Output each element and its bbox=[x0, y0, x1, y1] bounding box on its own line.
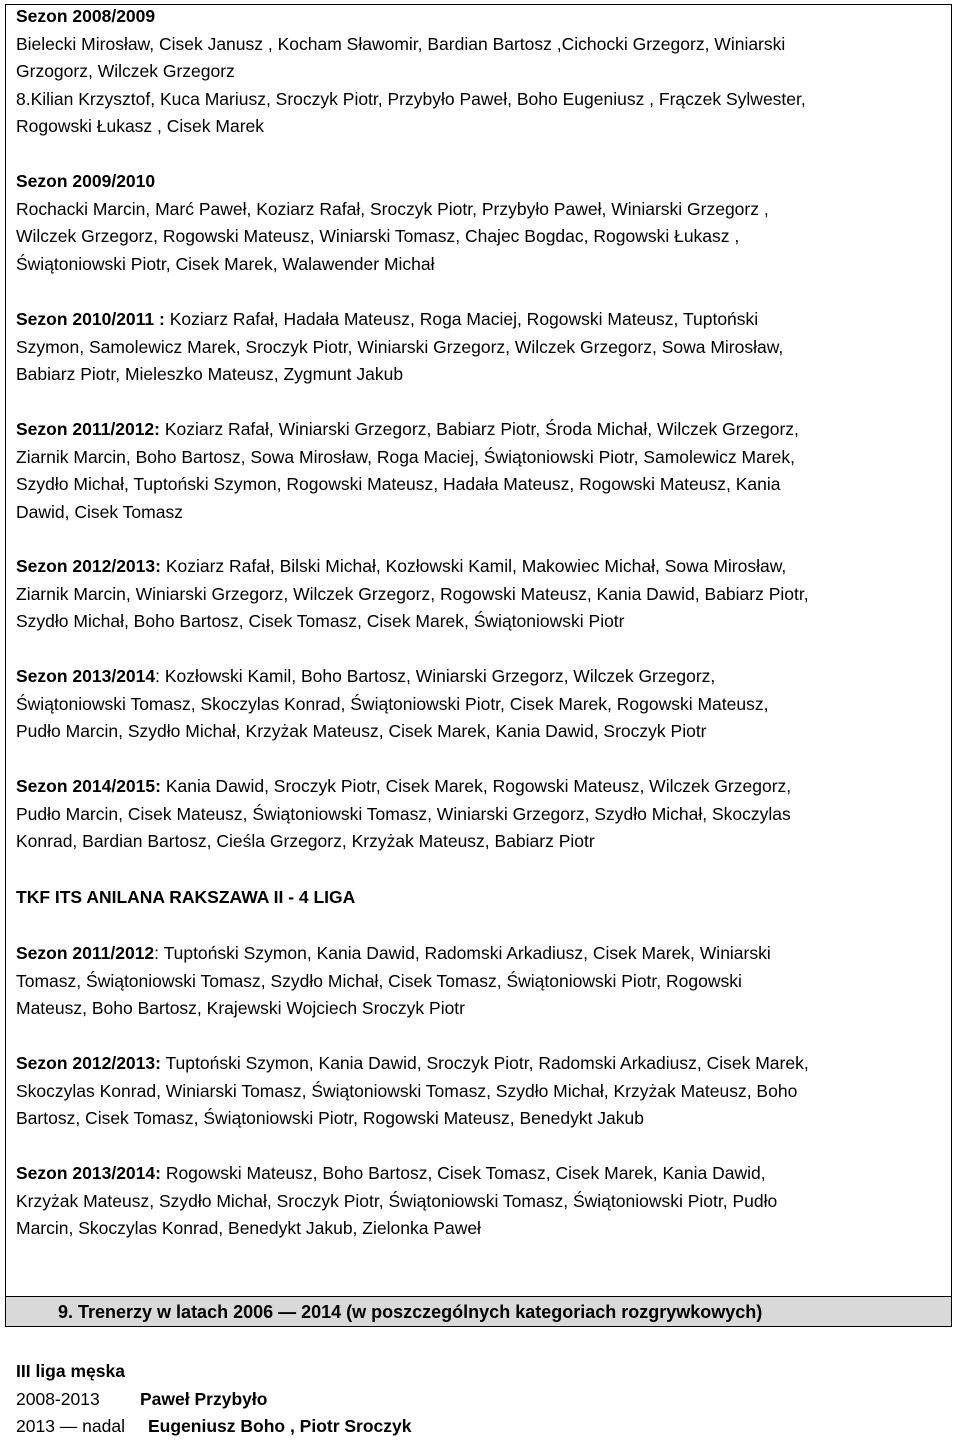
coach-names: Paweł Przybyło bbox=[140, 1389, 268, 1409]
season-heading: Sezon 2009/2010 bbox=[16, 171, 156, 191]
text-line bbox=[16, 773, 936, 801]
coach-names: Eugeniusz Boho , Piotr Sroczyk bbox=[148, 1416, 412, 1436]
coach-years: 2008-2013 bbox=[16, 1389, 100, 1409]
season-heading: Sezon 2011/2012: bbox=[16, 419, 160, 439]
player-names: Kania Dawid, Sroczyk Piotr, Cisek Marek, Rogowski Mateusz, Wilczek Grzegorz, bbox=[160, 776, 792, 796]
player-names: Szydło Michał, Tuptoński Szymon, Rogowski Mateusz, Hadała Mateusz, Rogowski Mateusz, Kania bbox=[16, 474, 781, 494]
section-heading-bar bbox=[5, 1297, 952, 1327]
text-line bbox=[16, 361, 936, 389]
player-names: Pudło Marcin, Szydło Michał, Krzyżak Mateusz, Cisek Marek, Kania Dawid, Sroczyk Piotr bbox=[16, 721, 707, 741]
text-line bbox=[16, 416, 936, 444]
text-line bbox=[16, 1160, 936, 1188]
player-names: 8.Kilian Krzysztof, Kuca Mariusz, Sroczyk Piotr, Przybyło Paweł, Boho Eugeniusz , Frączek Sylwester, bbox=[16, 88, 806, 109]
season-block bbox=[16, 3, 936, 141]
player-names: Marcin, Skoczylas Konrad, Benedykt Jakub, Zielonka Paweł bbox=[16, 1218, 481, 1238]
text-line bbox=[16, 196, 936, 224]
text-line bbox=[16, 306, 936, 334]
text-line bbox=[16, 801, 936, 829]
league-title: III liga męska bbox=[16, 1361, 125, 1381]
season-block bbox=[16, 1050, 936, 1133]
player-names: Bartosz, Cisek Tomasz, Świątoniowski Piotr, Rogowski Mateusz, Benedykt Jakub bbox=[16, 1108, 644, 1128]
season-heading: Sezon 2014/2015: bbox=[16, 776, 161, 796]
player-names: : Kozłowski Kamil, Boho Bartosz, Winiarski Grzegorz, Wilczek Grzegorz, bbox=[155, 666, 716, 686]
coach-years: 2013 — nadal bbox=[16, 1416, 125, 1436]
player-names: Świątoniowski Tomasz, Skoczylas Konrad, Świątoniowski Piotr, Cisek Marek, Rogowski Mateusz, bbox=[16, 693, 769, 714]
player-names: Rochacki Marcin, Marć Paweł, Koziarz Rafał, Sroczyk Piotr, Przybyło Paweł, Winiarski Grzegorz , bbox=[16, 198, 769, 219]
text-line bbox=[16, 884, 936, 912]
text-line bbox=[16, 691, 936, 719]
player-names: Ziarnik Marcin, Boho Bartosz, Sowa Mirosław, Roga Maciej, Świątoniowski Piotr, Samolewicz Marek, bbox=[16, 446, 796, 467]
text-line bbox=[16, 223, 936, 251]
section-heading: 9. Trenerzy w latach 2006 — 2014 (w poszczególnych kategoriach rozgrywkowych) bbox=[58, 1302, 763, 1322]
coach-row bbox=[16, 1413, 412, 1441]
player-names: Babiarz Piotr, Mieleszko Mateusz, Zygmunt Jakub bbox=[16, 364, 404, 384]
text-line bbox=[16, 3, 936, 31]
player-names: Tomasz, Świątoniowski Tomasz, Szydło Michał, Cisek Tomasz, Świątoniowski Piotr, Rogowski bbox=[16, 970, 742, 991]
season-heading: TKF ITS ANILANA RAKSZAWA II - 4 LIGA bbox=[16, 887, 356, 907]
text-line bbox=[16, 444, 936, 472]
text-line bbox=[16, 718, 936, 746]
season-heading: Sezon 2012/2013: bbox=[16, 556, 161, 576]
text-line bbox=[16, 251, 936, 279]
player-names: Ziarnik Marcin, Winiarski Grzegorz, Wilczek Grzegorz, Rogowski Mateusz, Kania Dawid, Babiarz Piotr, bbox=[16, 583, 809, 604]
season-block bbox=[16, 306, 936, 389]
player-names: Szymon, Samolewicz Marek, Sroczyk Piotr, Winiarski Grzegorz, Wilczek Grzegorz, Sowa Mirosław, bbox=[16, 336, 784, 357]
text-line bbox=[16, 828, 936, 856]
player-names: Mateusz, Boho Bartosz, Krajewski Wojciech Sroczyk Piotr bbox=[16, 998, 466, 1018]
player-names: Rogowski Łukasz , Cisek Marek bbox=[16, 116, 264, 136]
text-line bbox=[16, 581, 936, 609]
season-block bbox=[16, 663, 936, 746]
season-heading: Sezon 2013/2014: bbox=[16, 1163, 161, 1183]
text-line bbox=[16, 608, 936, 636]
season-block bbox=[16, 940, 936, 1023]
text-line bbox=[16, 995, 936, 1023]
season-block bbox=[16, 416, 936, 526]
text-line bbox=[16, 1050, 936, 1078]
season-block bbox=[16, 773, 936, 856]
text-line bbox=[16, 1105, 936, 1133]
player-names: Wilczek Grzegorz, Rogowski Mateusz, Winiarski Tomasz, Chajec Bogdac, Rogowski Łukasz , bbox=[16, 226, 740, 246]
player-names: Grzogorz, Wilczek Grzegorz bbox=[16, 61, 235, 81]
player-names: Krzyżak Mateusz, Szydło Michał, Sroczyk Piotr, Świątoniowski Tomasz, Świątoniowski Piotr, Pudło bbox=[16, 1190, 778, 1211]
season-block bbox=[16, 168, 936, 278]
text-line bbox=[16, 1215, 936, 1243]
text-line bbox=[16, 334, 936, 362]
text-line bbox=[16, 968, 936, 996]
text-line bbox=[16, 31, 936, 59]
player-names: Pudło Marcin, Cisek Mateusz, Świątoniowski Tomasz, Winiarski Grzegorz, Szydło Michał, Skoczylas bbox=[16, 803, 791, 824]
player-names: Bielecki Mirosław, Cisek Janusz , Kocham Sławomir, Bardian Bartosz ,Cichocki Grzegorz, Winiarski bbox=[16, 33, 786, 54]
season-block bbox=[16, 553, 936, 636]
player-names: Koziarz Rafał, Hadała Mateusz, Roga Maciej, Rogowski Mateusz, Tuptoński bbox=[164, 309, 759, 329]
text-line bbox=[16, 168, 936, 196]
player-names: Rogowski Mateusz, Boho Bartosz, Cisek Tomasz, Cisek Marek, Kania Dawid, bbox=[160, 1163, 766, 1183]
text-line bbox=[16, 471, 936, 499]
text-line bbox=[16, 940, 936, 968]
season-block bbox=[16, 884, 936, 912]
coach-row bbox=[16, 1386, 267, 1414]
player-names: Świątoniowski Piotr, Cisek Marek, Walawender Michał bbox=[16, 253, 435, 274]
player-names: Tuptoński Szymon, Kania Dawid, Sroczyk Piotr, Radomski Arkadiusz, Cisek Marek, bbox=[160, 1053, 809, 1073]
season-heading: Sezon 2008/2009 bbox=[16, 6, 156, 26]
player-names: Szydło Michał, Boho Bartosz, Cisek Tomasz, Cisek Marek, Świątoniowski Piotr bbox=[16, 611, 625, 631]
player-names: Koziarz Rafał, Winiarski Grzegorz, Babiarz Piotr, Środa Michał, Wilczek Grzegorz, bbox=[159, 419, 799, 439]
text-line bbox=[16, 553, 936, 581]
text-line bbox=[16, 499, 936, 527]
player-names: Dawid, Cisek Tomasz bbox=[16, 501, 183, 522]
text-line bbox=[16, 113, 936, 141]
season-heading: Sezon 2012/2013: bbox=[16, 1053, 161, 1073]
player-names: : Tuptoński Szymon, Kania Dawid, Radomski Arkadiusz, Cisek Marek, Winiarski bbox=[154, 943, 771, 963]
player-names: Skoczylas Konrad, Winiarski Tomasz, Świątoniowski Tomasz, Szydło Michał, Krzyżak Mateusz, Boho bbox=[16, 1080, 798, 1101]
text-line bbox=[16, 1188, 936, 1216]
season-heading: Sezon 2013/2014 bbox=[16, 666, 156, 686]
season-block bbox=[16, 1160, 936, 1243]
text-line bbox=[16, 1078, 936, 1106]
season-heading: Sezon 2011/2012 bbox=[16, 943, 155, 963]
text-line bbox=[16, 86, 936, 114]
player-names: Konrad, Bardian Bartosz, Cieśla Grzegorz, Krzyżak Mateusz, Babiarz Piotr bbox=[16, 831, 595, 851]
season-heading: Sezon 2010/2011 : bbox=[16, 309, 165, 329]
text-line bbox=[16, 663, 936, 691]
player-names: Koziarz Rafał, Bilski Michał, Kozłowski Kamil, Makowiec Michał, Sowa Mirosław, bbox=[160, 556, 787, 576]
text-line bbox=[16, 58, 936, 86]
